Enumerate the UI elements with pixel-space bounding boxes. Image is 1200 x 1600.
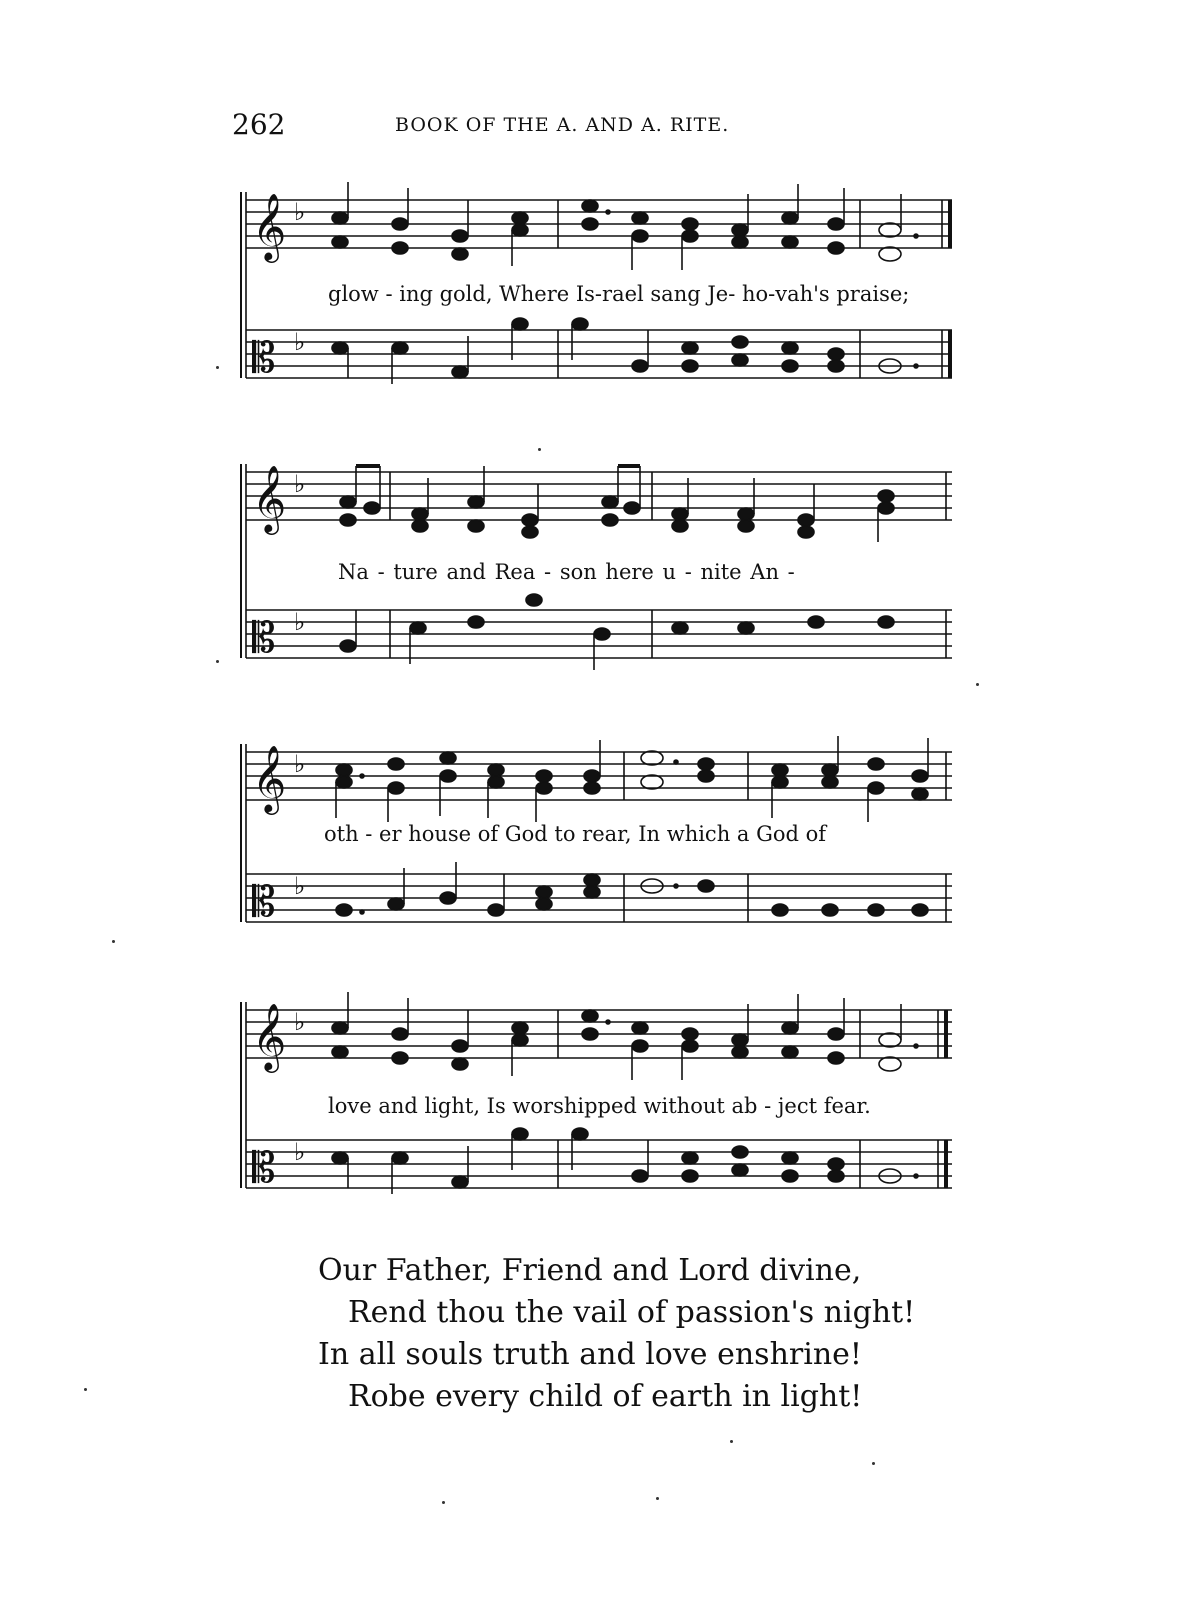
svg-text:♭: ♭: [294, 328, 306, 356]
print-speck: [216, 660, 219, 663]
svg-text:𝄞: 𝄞: [252, 1002, 287, 1070]
svg-text:𝄞: 𝄞: [252, 464, 287, 532]
svg-text:♭: ♭: [294, 608, 306, 636]
svg-text:𝄡: 𝄡: [252, 333, 276, 382]
svg-text:♭: ♭: [294, 750, 306, 778]
lyrics-line-4: love and light, Is worshipped without ab - ject fear.: [328, 1094, 871, 1118]
print-speck: [216, 366, 219, 369]
print-speck: [976, 683, 979, 686]
lyrics-line-2: Na - ture and Rea - son here u - nite An -: [338, 560, 795, 584]
running-title: BOOK OF THE A. AND A. RITE.: [395, 114, 730, 136]
print-speck: [538, 448, 541, 451]
svg-text:♭: ♭: [294, 198, 306, 226]
music-system-4: [240, 990, 960, 1200]
music-system-2: [240, 452, 960, 682]
svg-text:𝄡: 𝄡: [252, 613, 276, 662]
verse-line-1: Our Father, Friend and Lord divine,: [318, 1253, 862, 1288]
svg-text:♭: ♭: [294, 1008, 306, 1036]
music-system-3: [240, 732, 960, 942]
page-number: 262: [232, 108, 286, 141]
page-header: [232, 108, 972, 148]
svg-text:𝄡: 𝄡: [252, 877, 276, 926]
verse-line-2: Rend thou the vail of passion's night!: [348, 1295, 916, 1330]
svg-text:𝄡: 𝄡: [252, 1143, 276, 1192]
print-speck: [656, 1497, 659, 1500]
print-speck: [442, 1501, 445, 1504]
print-speck: [112, 940, 115, 943]
svg-text:♭: ♭: [294, 872, 306, 900]
svg-text:♭: ♭: [294, 470, 306, 498]
print-speck: [84, 1388, 87, 1391]
verse-line-3: In all souls truth and love enshrine!: [318, 1337, 862, 1372]
verse-line-4: Robe every child of earth in light!: [348, 1379, 863, 1414]
print-speck: [872, 1462, 875, 1465]
music-system-1: [240, 180, 960, 390]
svg-text:𝄞: 𝄞: [252, 192, 287, 260]
svg-text:𝄞: 𝄞: [252, 744, 287, 812]
svg-text:♭: ♭: [294, 1138, 306, 1166]
lyrics-line-3: oth - er house of God to rear, In which a God of: [324, 822, 827, 846]
hymn-verse: [318, 1250, 915, 1418]
lyrics-line-1: glow - ing gold, Where Is-rael sang Je- ho-vah's praise;: [328, 282, 910, 306]
print-speck: [730, 1440, 733, 1443]
